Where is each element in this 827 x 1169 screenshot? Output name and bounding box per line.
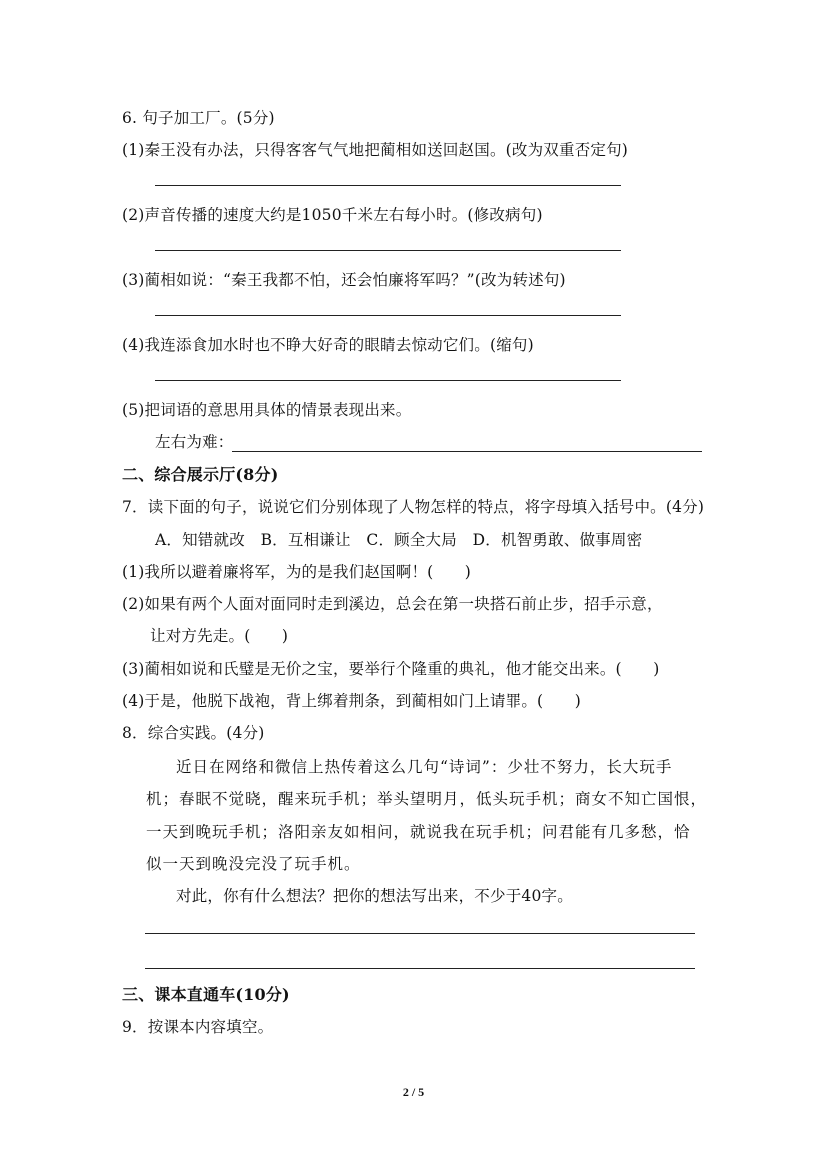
q8-passage-line-4: 似一天到晚没完没了玩手机。 bbox=[146, 855, 361, 873]
answer-line bbox=[155, 250, 621, 251]
q6-item-1: (1)秦王没有办法，只得客客气气地把蔺相如送回赵国。(改为双重否定句) bbox=[122, 141, 629, 159]
q7-item-2-cont: 让对方先走。( ) bbox=[150, 627, 289, 645]
section-3-heading: 三、课本直通车(10分) bbox=[122, 985, 290, 1004]
answer-line bbox=[232, 451, 702, 452]
page-number: 2 / 5 bbox=[402, 1085, 425, 1099]
q6-item-3: (3)蔺相如说：“秦王我都不怕，还会怕廉将军吗？”(改为转述句) bbox=[122, 271, 566, 289]
q7-options: A．知错就改 B．互相谦让 C．顾全大局 D．机智勇敢、做事周密 bbox=[155, 531, 643, 549]
answer-line bbox=[155, 185, 621, 186]
q8-passage-line-1: 近日在网络和微信上热传着这么几句“诗词”：少壮不努力，长大玩手 bbox=[176, 758, 673, 776]
section-2-heading: 二、综合展示厅(8分) bbox=[122, 465, 279, 484]
answer-line bbox=[145, 933, 695, 934]
q6-item-2: (2)声音传播的速度大约是1050千米左右每小时。(修改病句) bbox=[122, 206, 543, 224]
q7-item-2: (2)如果有两个人面对面同时走到溪边，总会在第一块搭石前止步，招手示意， bbox=[122, 595, 663, 613]
q8-passage-line-2: 机；春眠不觉晓，醒来玩手机；举头望明月，低头玩手机；商女不知亡国恨， bbox=[146, 790, 708, 808]
answer-line bbox=[155, 315, 621, 316]
answer-line bbox=[155, 380, 621, 381]
q7-item-1: (1)我所以避着廉将军，为的是我们赵国啊！( ) bbox=[122, 563, 472, 581]
idiom-label: 左右为难： bbox=[155, 433, 234, 451]
q8-title: 8．综合实践。(4分) bbox=[122, 724, 265, 742]
q6-title: 6. 句子加工厂。(5分) bbox=[122, 109, 275, 127]
q8-prompt: 对此，你有什么想法？把你的想法写出来，不少于40字。 bbox=[176, 887, 573, 905]
q7-title: 7．读下面的句子，说说它们分别体现了人物怎样的特点，将字母填入括号中。(4分) bbox=[122, 498, 705, 516]
q8-passage-line-3: 一天到晚玩手机；洛阳亲友如相问，就说我在玩手机；问君能有几多愁，恰 bbox=[146, 823, 691, 841]
q6-item-4: (4)我连添食加水时也不睁大好奇的眼睛去惊动它们。(缩句) bbox=[122, 336, 534, 354]
answer-line bbox=[145, 968, 695, 969]
q7-item-3: (3)蔺相如说和氏璧是无价之宝，要举行个隆重的典礼，他才能交出来。( ) bbox=[122, 660, 660, 678]
q9-title: 9．按课本内容填空。 bbox=[122, 1018, 274, 1036]
q6-item-5: (5)把词语的意思用具体的情景表现出来。 bbox=[122, 401, 412, 419]
q7-item-4: (4)于是，他脱下战袍，背上绑着荆条，到蔺相如门上请罪。( ) bbox=[122, 692, 581, 710]
